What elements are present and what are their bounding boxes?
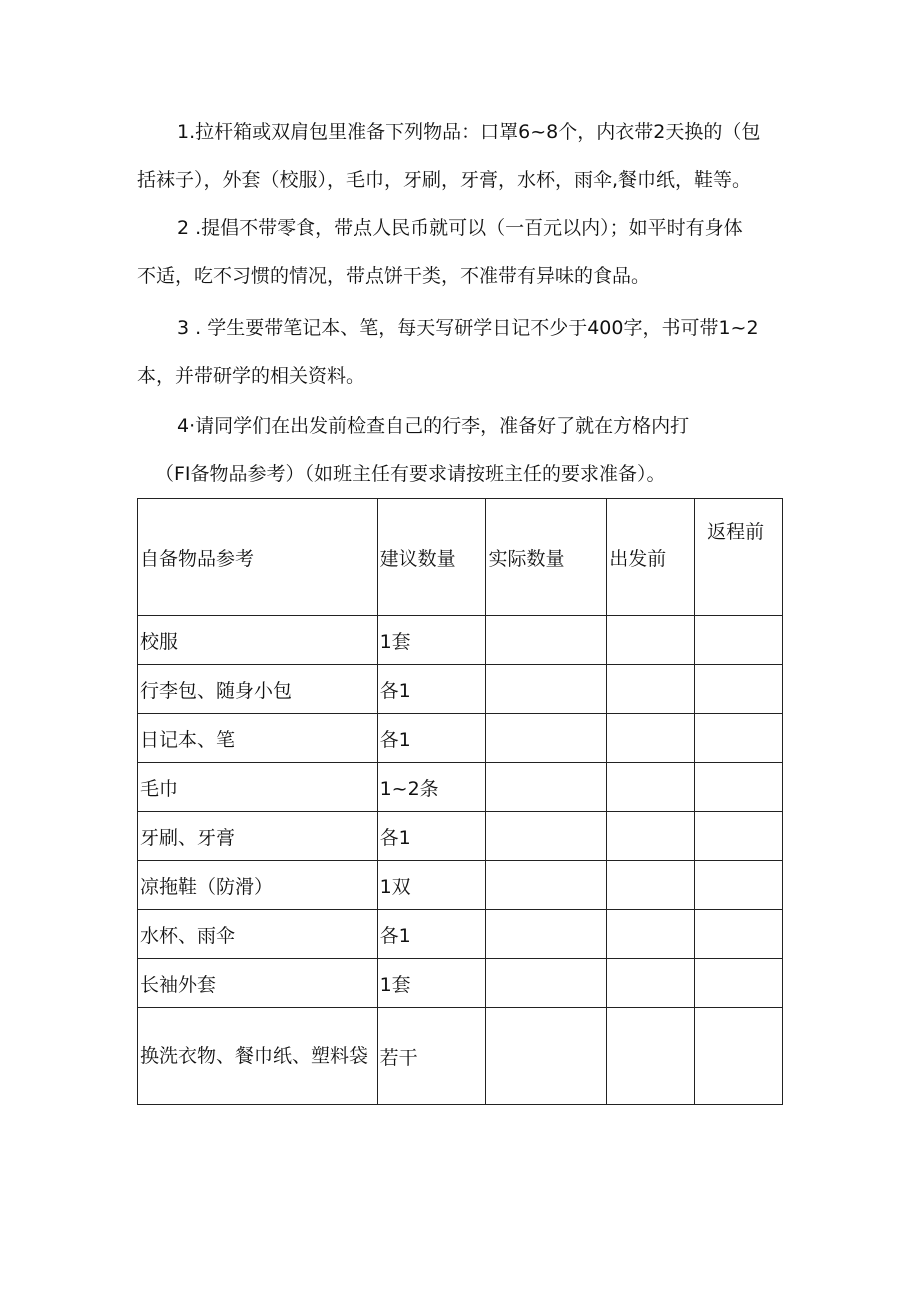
header-before-return: 返程前 bbox=[695, 499, 783, 616]
actual-qty-cell[interactable] bbox=[486, 959, 607, 1008]
item-name: 日记本、笔 bbox=[138, 714, 378, 763]
instruction-3-line-2: 本，并带研学的相关资料。 bbox=[137, 365, 366, 387]
table-row bbox=[138, 665, 783, 714]
item-name: 毛巾 bbox=[138, 763, 378, 812]
header-suggested-qty: 建议数量 bbox=[377, 499, 486, 616]
actual-qty-cell[interactable] bbox=[486, 616, 607, 665]
return-check-cell[interactable] bbox=[695, 1008, 783, 1105]
instruction-1-line-1: 1.拉杆箱或双肩包里准备下列物品：口罩6~8个，内衣带2天换的（包 bbox=[177, 121, 761, 143]
table-header-row bbox=[138, 499, 783, 616]
instruction-2-line-2: 不适，吃不习惯的情况，带点饼干类，不准带有异味的食品。 bbox=[137, 265, 651, 287]
departure-check-cell[interactable] bbox=[607, 861, 695, 910]
actual-qty-cell[interactable] bbox=[486, 861, 607, 910]
return-check-cell[interactable] bbox=[695, 910, 783, 959]
instruction-4-line-1: 4·请同学们在出发前检查自己的行李，准备好了就在方格内打 bbox=[177, 415, 690, 437]
item-suggested-qty: 1双 bbox=[377, 861, 486, 910]
table-row bbox=[138, 861, 783, 910]
table-row bbox=[138, 959, 783, 1008]
instruction-4-line-2: （FI备物品参考）（如班主任有要求请按班主任的要求准备）。 bbox=[155, 463, 666, 485]
return-check-cell[interactable] bbox=[695, 616, 783, 665]
instruction-paragraph-4 bbox=[137, 402, 787, 498]
departure-check-cell[interactable] bbox=[607, 1008, 695, 1105]
departure-check-cell[interactable] bbox=[607, 616, 695, 665]
actual-qty-cell[interactable] bbox=[486, 714, 607, 763]
instruction-paragraph-2 bbox=[137, 204, 787, 300]
instruction-paragraph-3 bbox=[137, 304, 787, 400]
item-name: 凉拖鞋（防滑） bbox=[138, 861, 378, 910]
instruction-3-line-1: 3 . 学生要带笔记本、笔，每天写研学日记不少于400字，书可带1~2 bbox=[177, 317, 759, 339]
return-check-cell[interactable] bbox=[695, 861, 783, 910]
item-suggested-qty: 1套 bbox=[377, 616, 486, 665]
instruction-1-line-2: 括袜子），外套（校服），毛巾，牙刷，牙膏，水杯，雨伞,餐巾纸，鞋等。 bbox=[137, 169, 752, 191]
actual-qty-cell[interactable] bbox=[486, 763, 607, 812]
table-row bbox=[138, 714, 783, 763]
actual-qty-cell[interactable] bbox=[486, 812, 607, 861]
item-suggested-qty: 1~2条 bbox=[377, 763, 486, 812]
item-suggested-qty: 各1 bbox=[377, 714, 486, 763]
departure-check-cell[interactable] bbox=[607, 665, 695, 714]
item-name: 长袖外套 bbox=[138, 959, 378, 1008]
actual-qty-cell[interactable] bbox=[486, 1008, 607, 1105]
departure-check-cell[interactable] bbox=[607, 763, 695, 812]
return-check-cell[interactable] bbox=[695, 812, 783, 861]
departure-check-cell[interactable] bbox=[607, 812, 695, 861]
item-name: 换洗衣物、餐巾纸、塑料袋 bbox=[138, 1008, 378, 1105]
actual-qty-cell[interactable] bbox=[486, 665, 607, 714]
packing-checklist-table bbox=[137, 498, 783, 1105]
item-suggested-qty: 各1 bbox=[377, 812, 486, 861]
return-check-cell[interactable] bbox=[695, 665, 783, 714]
item-name: 水杯、雨伞 bbox=[138, 910, 378, 959]
item-name: 校服 bbox=[138, 616, 378, 665]
departure-check-cell[interactable] bbox=[607, 910, 695, 959]
instruction-paragraph-1 bbox=[137, 108, 787, 204]
actual-qty-cell[interactable] bbox=[486, 910, 607, 959]
table-row bbox=[138, 763, 783, 812]
instruction-2-line-1: 2 .提倡不带零食，带点人民币就可以（一百元以内）；如平时有身体 bbox=[177, 217, 743, 239]
departure-check-cell[interactable] bbox=[607, 959, 695, 1008]
return-check-cell[interactable] bbox=[695, 763, 783, 812]
item-suggested-qty: 各1 bbox=[377, 910, 486, 959]
item-suggested-qty: 1套 bbox=[377, 959, 486, 1008]
header-actual-qty: 实际数量 bbox=[486, 499, 607, 616]
table-row bbox=[138, 910, 783, 959]
return-check-cell[interactable] bbox=[695, 714, 783, 763]
header-item: 自备物品参考 bbox=[138, 499, 378, 616]
item-suggested-qty: 若干 bbox=[377, 1008, 486, 1105]
return-check-cell[interactable] bbox=[695, 959, 783, 1008]
item-suggested-qty: 各1 bbox=[377, 665, 486, 714]
table-row bbox=[138, 1008, 783, 1105]
table-row bbox=[138, 616, 783, 665]
item-name: 牙刷、牙膏 bbox=[138, 812, 378, 861]
table-row bbox=[138, 812, 783, 861]
header-before-departure: 出发前 bbox=[607, 499, 695, 616]
departure-check-cell[interactable] bbox=[607, 714, 695, 763]
item-name: 行李包、随身小包 bbox=[138, 665, 378, 714]
